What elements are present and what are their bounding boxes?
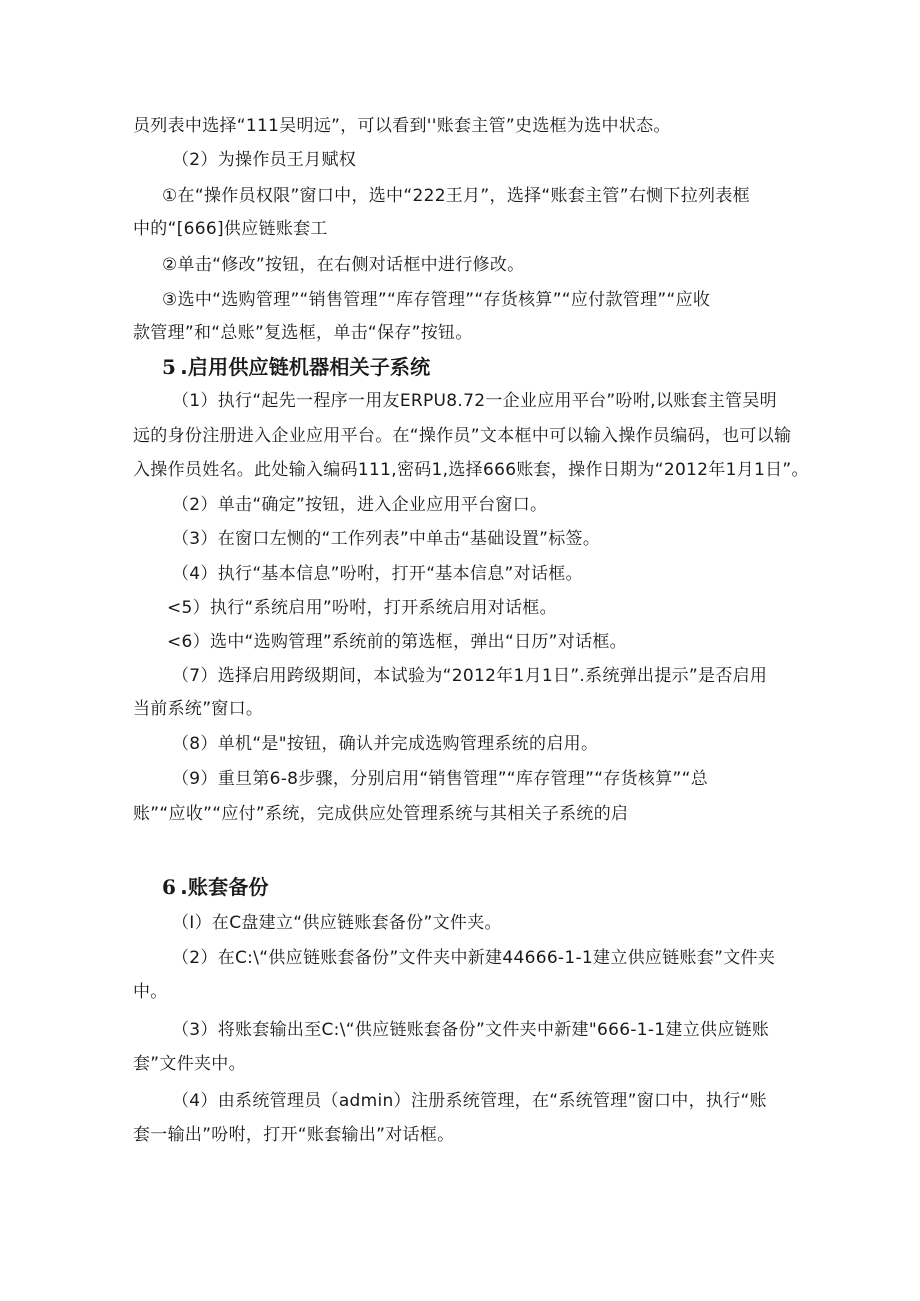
paragraph-line: 入操作员姓名。此处输入编码111,密码1,选择666账套，操作日期为“2012年1月1日”。 — [133, 460, 809, 480]
section-number: 5 — [162, 355, 177, 379]
section-title: .启用供应链机器相关子系统 — [180, 355, 431, 379]
paragraph-line: 中。 — [133, 982, 168, 1002]
paragraph-line: （7）选择启用跨级期间，本试验为“2012年1月1日”.系统弹出提示”是否启用 — [172, 666, 768, 686]
paragraph-line: ①在“操作员权限”窗口中，选中“222王月”，选择“账套主管”右恻下拉列表框 — [162, 186, 750, 206]
paragraph-line: ②单击“修改”按钮，在右侧对话框中进行修改。 — [162, 255, 525, 275]
paragraph-line: 当前系统”窗口。 — [133, 699, 264, 719]
paragraph-line: （3）在窗口左恻的“工作列表”中单击“基础设置”标签。 — [172, 529, 601, 549]
paragraph-line: 远的身份注册进入企业应用平台。在“操作员”文本框中可以输入操作员编码，也可以输 — [133, 426, 792, 446]
section-title: .账套备份 — [180, 875, 269, 899]
paragraph-line: ③选中“选购管理”“销售管理”“库存管理”“存货核算”“应付款管理”“应收 — [162, 290, 711, 310]
paragraph-line: （2）在C:\“供应链账套备份”文件夹中新建44666-1-1建立供应链账套”文件夹 — [172, 948, 776, 968]
paragraph-line: （2）单击“确定”按钮，进入企业应用平台窗口。 — [172, 495, 548, 515]
paragraph-line: 套”文件夹中。 — [133, 1054, 246, 1074]
paragraph-line: <6）选中“选购管理”系统前的第选框，弹出“日历”对话框。 — [167, 632, 627, 652]
section-number: 6 — [162, 875, 177, 899]
paragraph-line: （4）由系统管理员（admin）注册系统管理，在“系统管理”窗口中，执行“账 — [172, 1091, 767, 1111]
paragraph-line: （I）在C盘建立“供应链账套备份”文件夹。 — [172, 913, 502, 933]
paragraph-line: <5）执行“系统启用”吩咐，打开系统启用对话框。 — [167, 598, 557, 618]
section-6-heading — [162, 873, 269, 901]
paragraph-line: （9）重旦第6-8步骤，分别启用“销售管理”“库存管理”“存货核算”“总 — [172, 769, 709, 789]
paragraph-line: 账”“应收”“应付”系统，完成供应处管理系统与其相关子系统的启 — [133, 804, 629, 824]
paragraph-line: 员列表中选择“111吴明远”，可以看到''账套主管”史选框为选中状态。 — [133, 116, 671, 136]
section-5-heading — [162, 353, 430, 381]
paragraph-line: 款管理”和“总账”复选框，单击“保存”按钮。 — [133, 323, 473, 343]
paragraph-line: 中的“[666]供应链账套工 — [133, 219, 328, 239]
paragraph-line: （2）为操作员王月赋权 — [172, 150, 357, 170]
paragraph-line: （1）执行“起先一程序一用友ERPU8.72一企业应用平台”吩咐,以账套主管吴明 — [172, 391, 777, 411]
paragraph-line: （4）执行“基本信息”吩咐，打开“基本信息”对话框。 — [172, 564, 583, 584]
paragraph-line: （8）单机“是"按钮，确认并完成选购管理系统的启用。 — [172, 734, 599, 754]
paragraph-line: 套一输出”吩咐，打开“账套输出”对话框。 — [133, 1125, 455, 1145]
paragraph-line: （3）将账套输出至C:\“供应链账套备份”文件夹中新建"666-1-1建立供应链账 — [172, 1020, 770, 1040]
